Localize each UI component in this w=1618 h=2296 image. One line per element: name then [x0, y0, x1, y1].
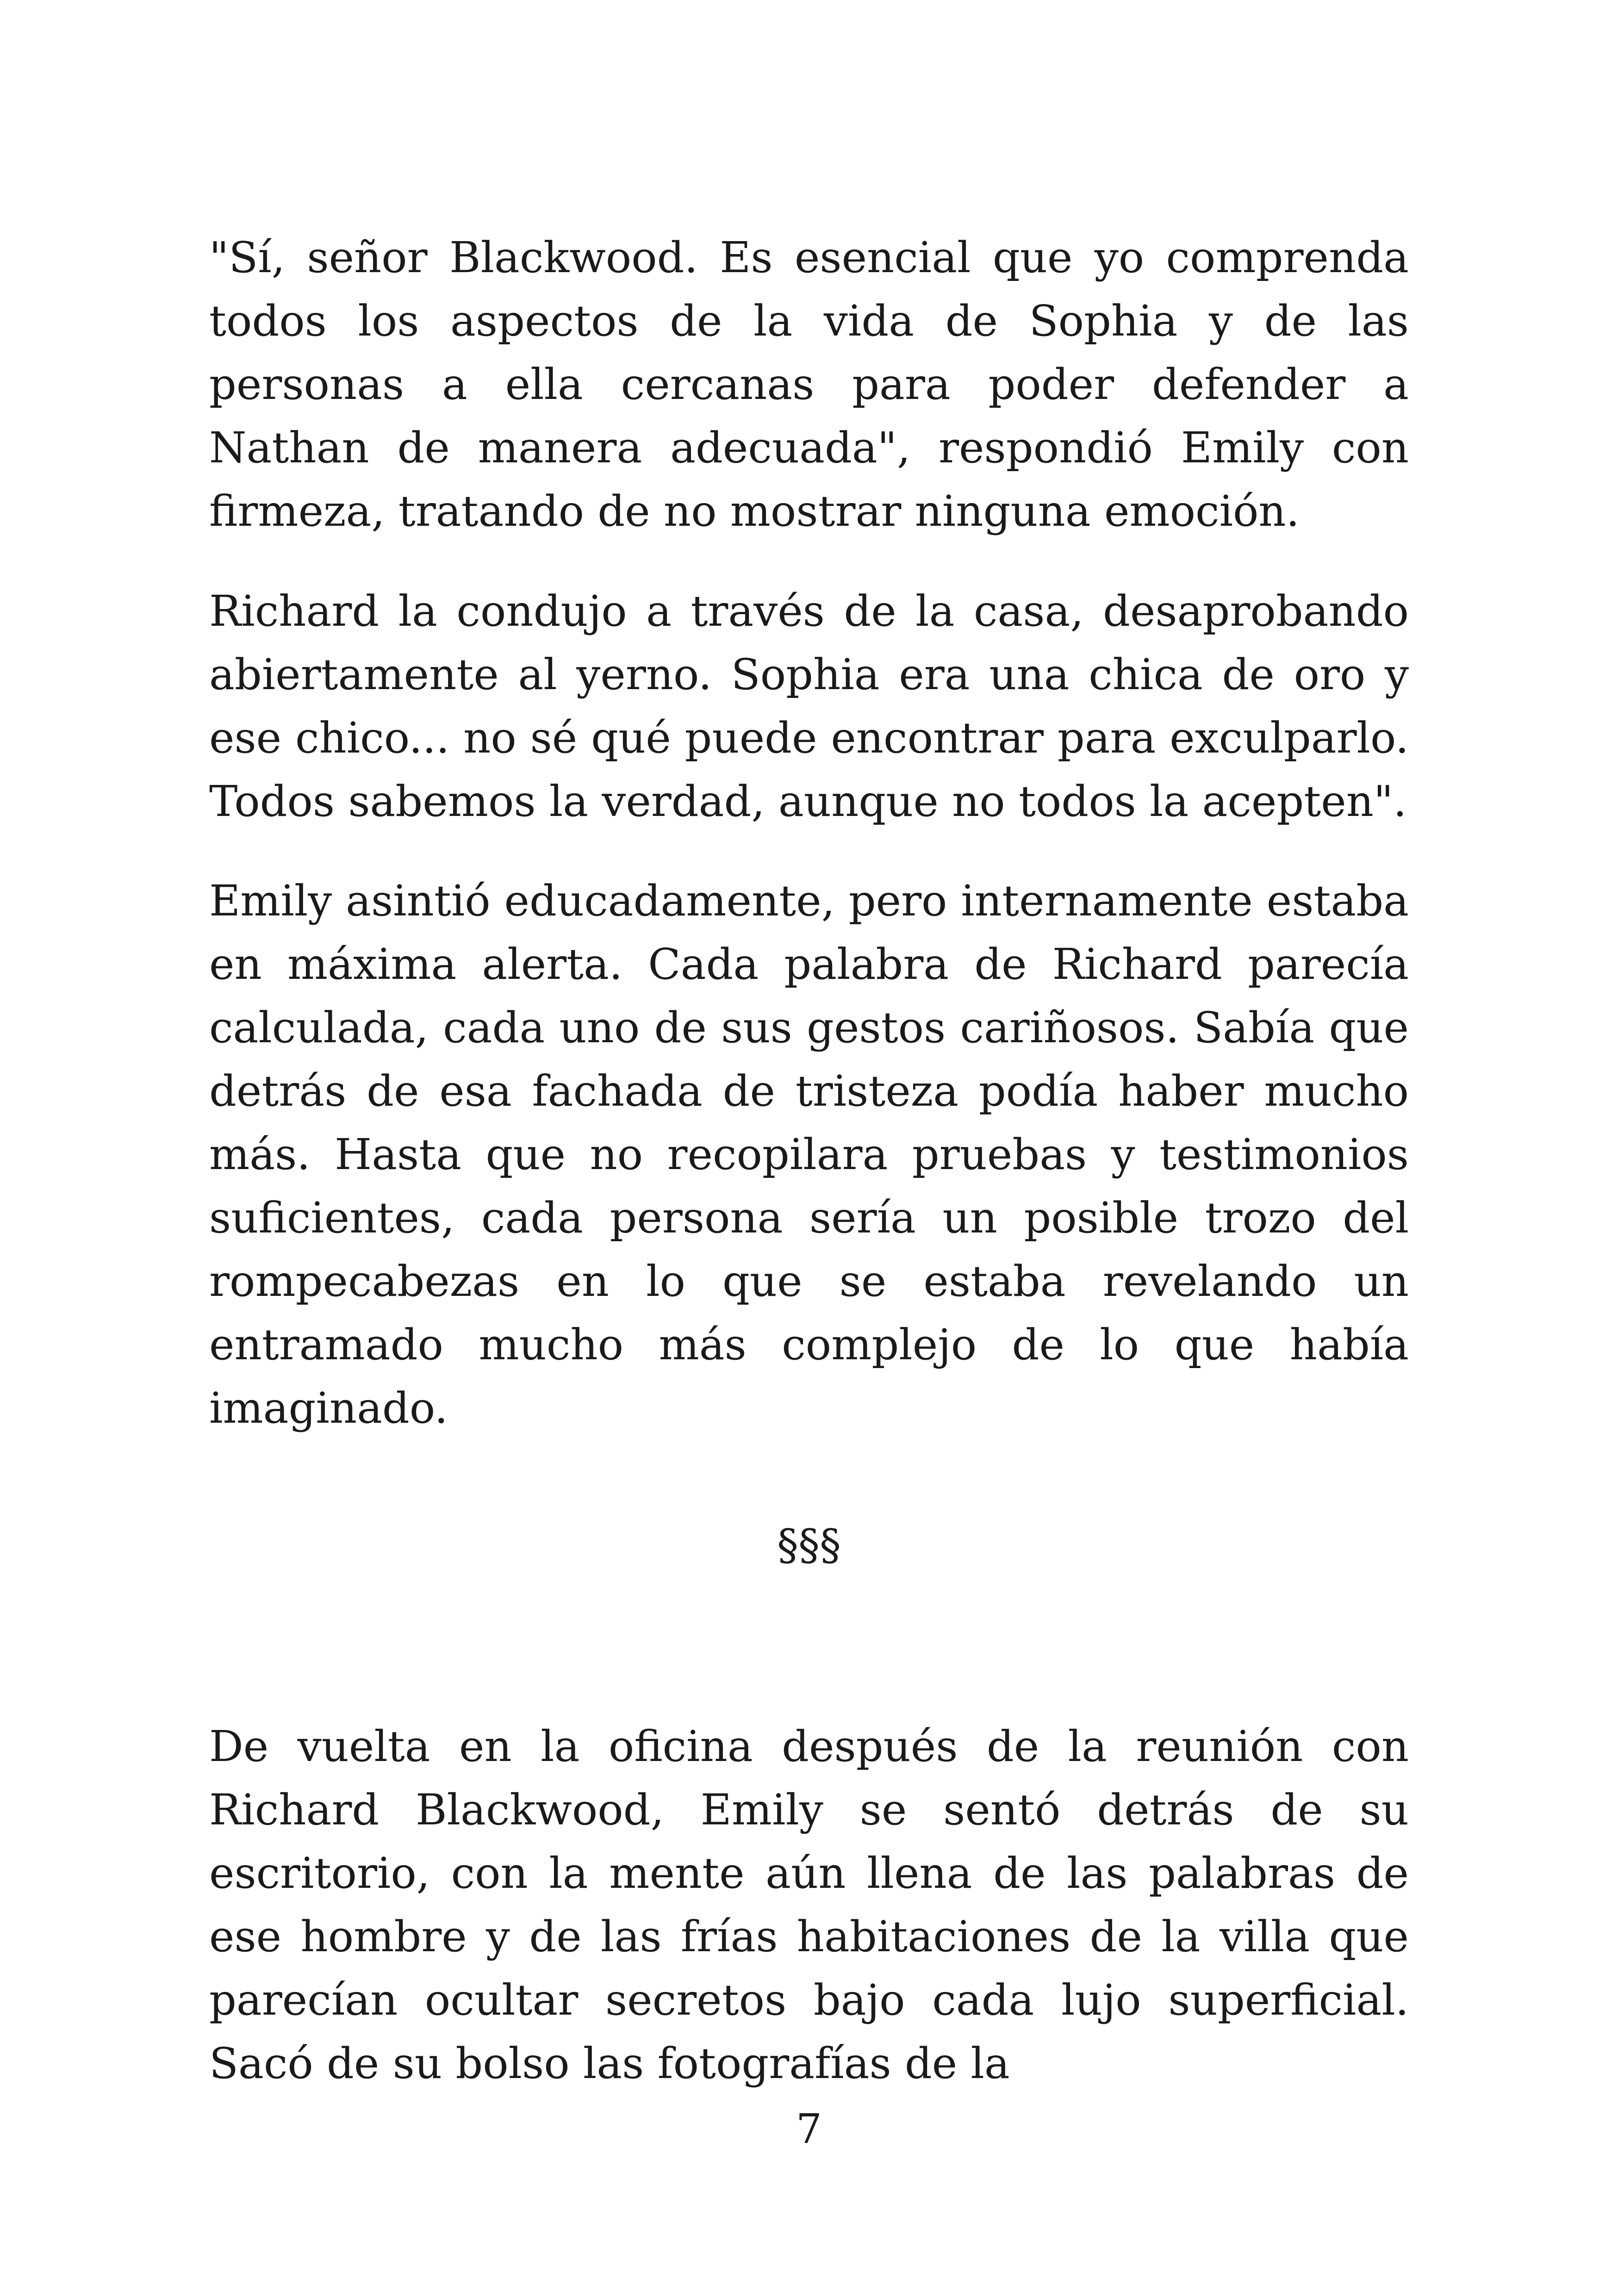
paragraph-1: "Sí, señor Blackwood. Es esencial que yo comprenda todos los aspectos de la vida de Sophia y de las personas a ella cercanas para poder defender a Nathan de manera adecuada", respondió Emily con firmeza, tratando de no mostrar ninguna emoción. — [209, 233, 1409, 536]
paragraph-2: Richard la condujo a través de la casa, desaprobando abiertamente al yerno. Sophia era una chica de oro y ese chico... no sé qué puede encontrar para exculparlo. Todos sabemos la verdad, aunque no todos la acepten". — [209, 586, 1409, 826]
paragraph-4: De vuelta en la oficina después de la reunión con Richard Blackwood, Emily se sentó detrás de su escritorio, con la mente aún llena de las palabras de ese hombre y de las frías habitaciones de la villa que parecían ocultar secretos bajo cada lujo superficial. Sacó de su bolso las fotografías de la — [209, 1722, 1409, 2088]
page-number: 7 — [796, 2105, 822, 2153]
paragraph-3: Emily asintió educadamente, pero internamente estaba en máxima alerta. Cada palabra de Richard parecía calculada, cada uno de sus gestos cariñosos. Sabía que detrás de esa fachada de tristeza podía haber mucho más. Hasta que no recopilara pruebas y testimonios suficientes, cada persona sería un posible trozo del rompecabezas en lo que se estaba revelando un entramado mucho más complejo de lo que había imaginado. — [209, 876, 1409, 1433]
section-separator: §§§ — [777, 1520, 841, 1570]
